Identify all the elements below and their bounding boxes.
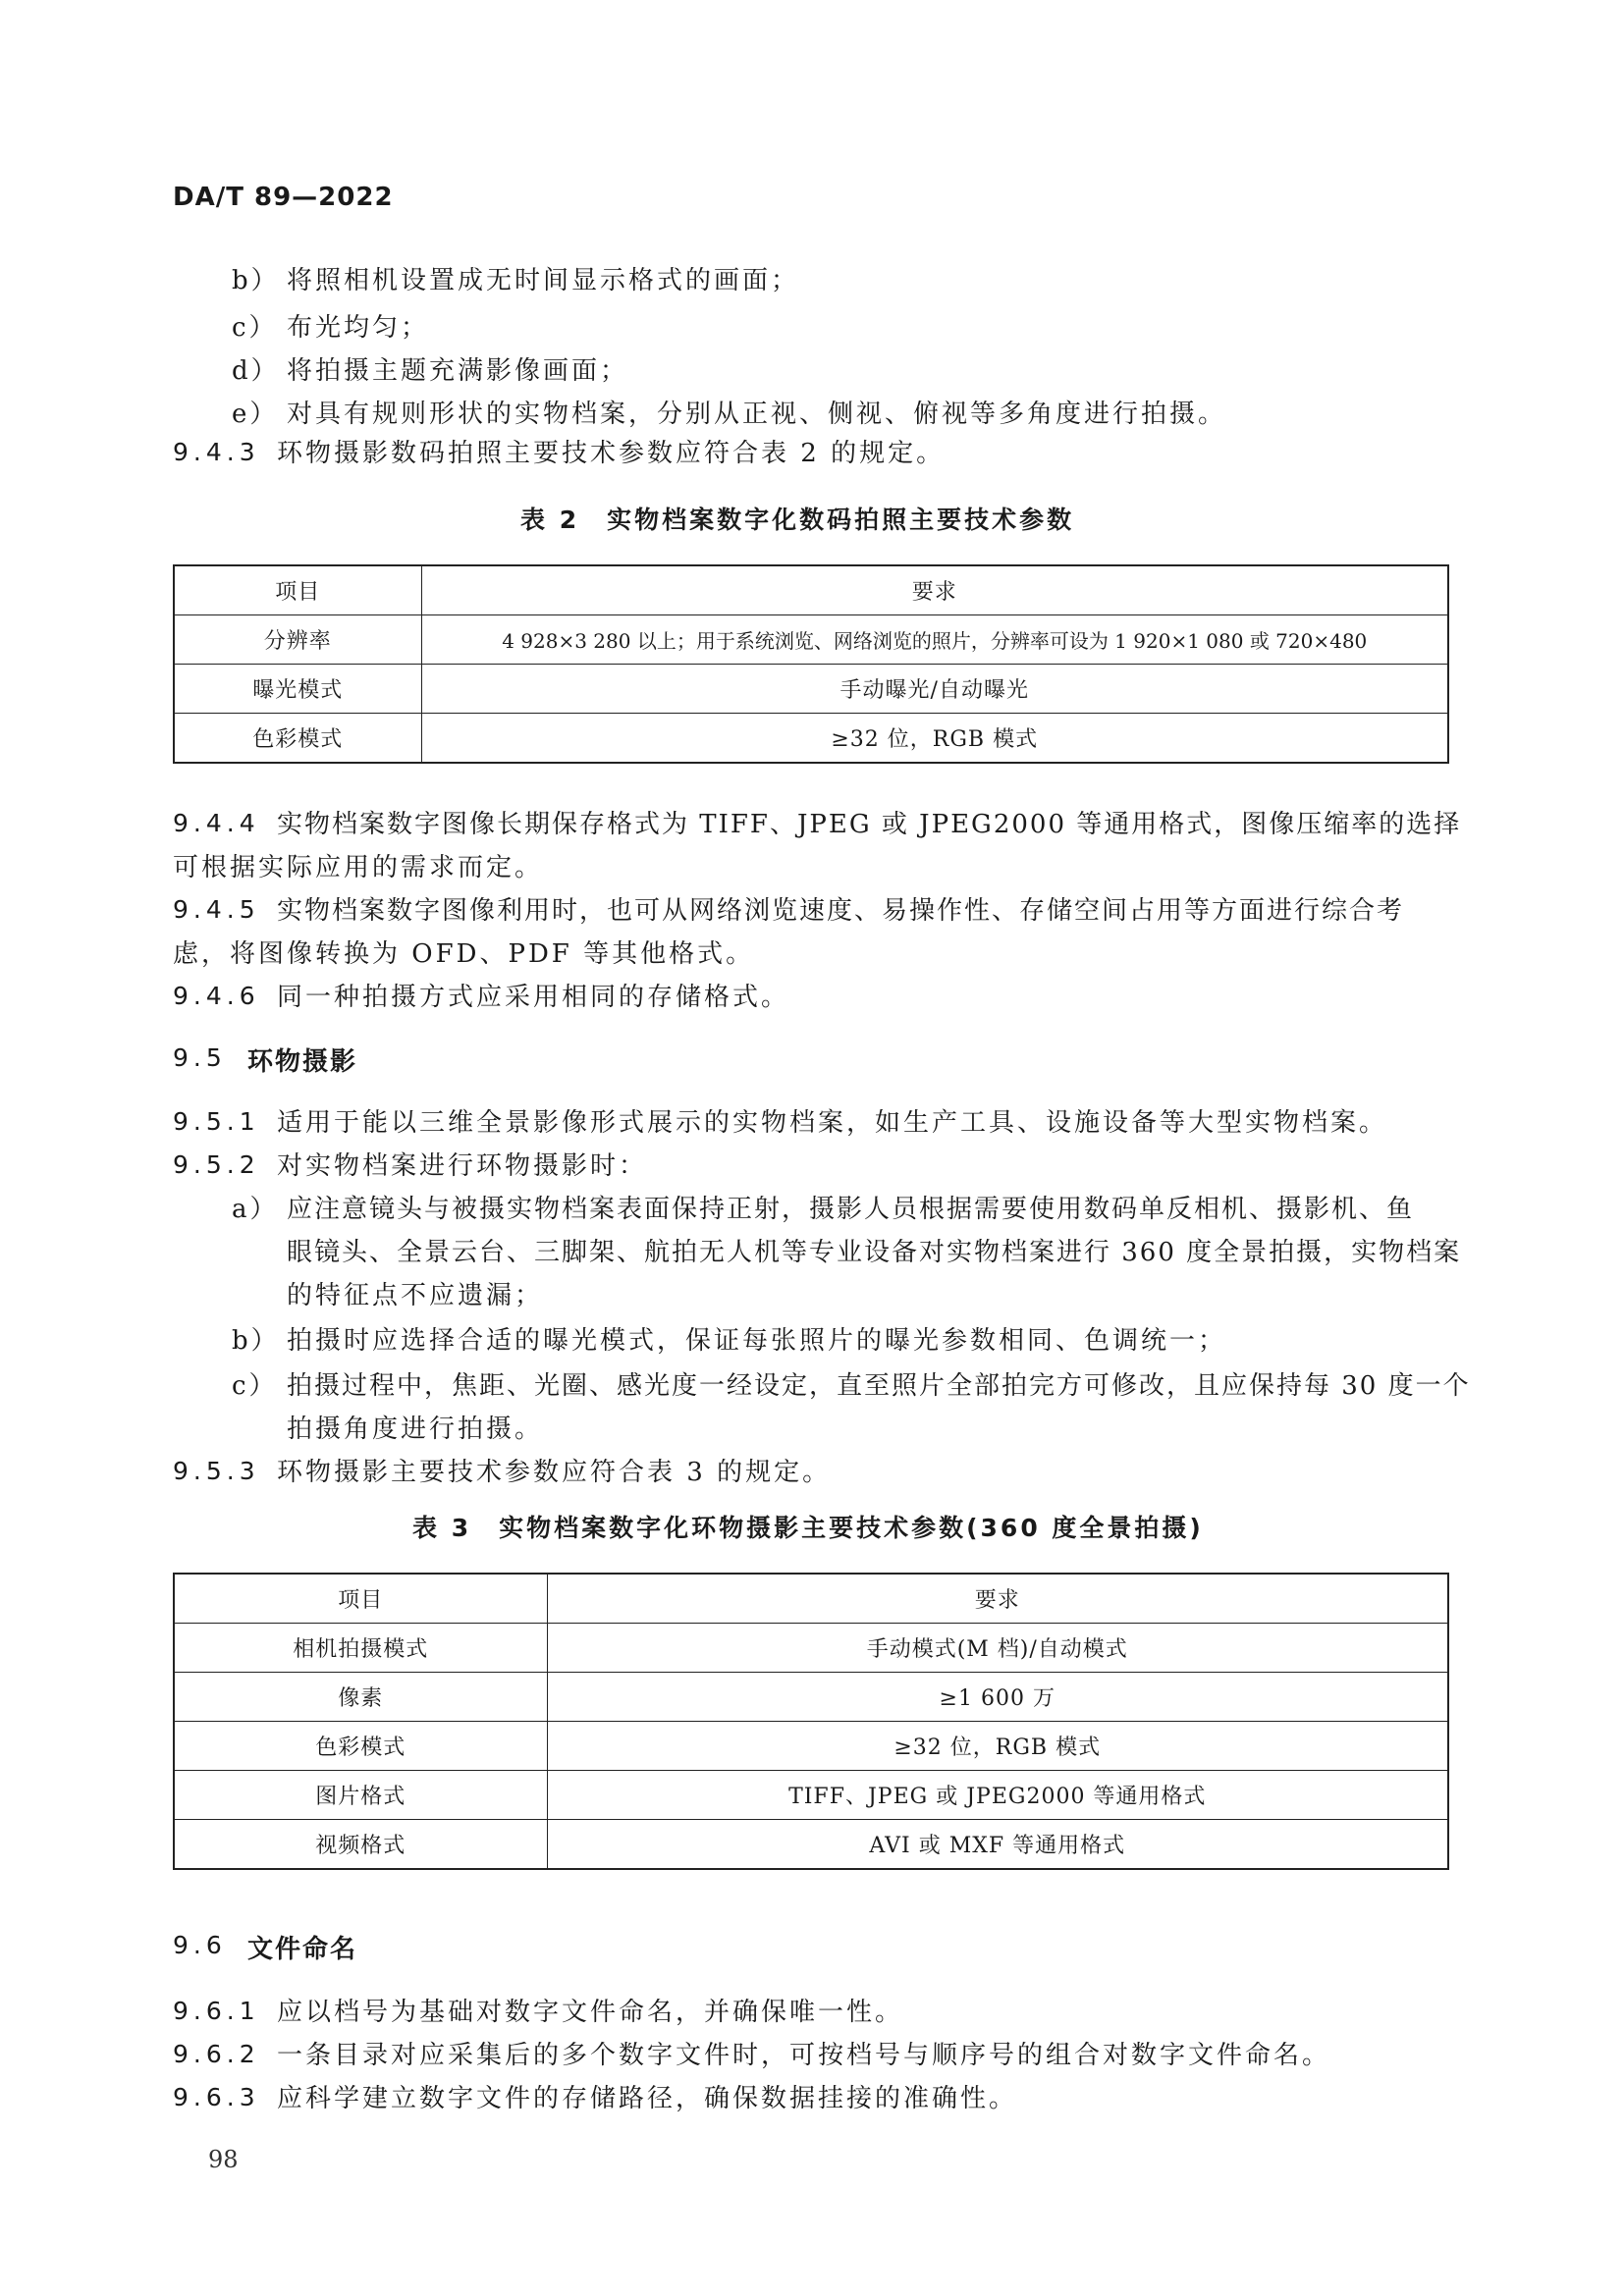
table-row: [174, 665, 1448, 714]
list-item: 将拍摄主题充满影像画面；: [287, 356, 629, 386]
table-cell: 色彩模式: [174, 714, 421, 764]
table-header: 项目: [174, 1574, 547, 1624]
list-item: 应注意镜头与被摄实物档案表面保持正射，摄影人员根据需要使用数码单反相机、摄影机、鱼: [287, 1195, 1415, 1224]
list-marker: a）: [232, 1195, 279, 1224]
clause-number: 9.6.1: [173, 1997, 260, 2025]
clause-text: 虑，将图像转换为 OFD、PDF 等其他格式。: [173, 939, 755, 969]
list-item: 布光均匀；: [287, 313, 430, 343]
section-number: 9.5: [173, 1043, 227, 1072]
table-row: [174, 1624, 1448, 1673]
list-item: 拍摄过程中，焦距、光圈、感光度一经设定，直至照片全部拍完方可修改，且应保持每 30 度一个: [287, 1371, 1471, 1401]
section-title: 环物摄影: [247, 1047, 358, 1077]
clause-number: 9.5.1: [173, 1107, 260, 1136]
table-cell: ≥32 位，RGB 模式: [547, 1722, 1448, 1771]
table-header: 要求: [421, 565, 1448, 615]
table-cell: AVI 或 MXF 等通用格式: [547, 1820, 1448, 1870]
table-row: [174, 1820, 1448, 1870]
table-header-row: [174, 1574, 1448, 1624]
list-item: 眼镜头、全景云台、三脚架、航拍无人机等专业设备对实物档案进行 360 度全景拍摄，实物档案: [287, 1238, 1462, 1267]
clause-text: 适用于能以三维全景影像形式展示的实物档案，如生产工具、设施设备等大型实物档案。: [277, 1108, 1388, 1138]
section-number: 9.6: [173, 1931, 227, 1959]
table-cell: 手动模式(M 档)/自动模式: [547, 1624, 1448, 1673]
table-cell: 像素: [174, 1673, 547, 1722]
clause-text: 实物档案数字图像利用时，也可从网络浏览速度、易操作性、存储空间占用等方面进行综合考: [277, 896, 1405, 926]
table-row: [174, 1673, 1448, 1722]
table-header: 要求: [547, 1574, 1448, 1624]
clause-number: 9.4.6: [173, 982, 260, 1010]
table-cell: 手动曝光/自动曝光: [421, 665, 1448, 714]
table-cell: 视频格式: [174, 1820, 547, 1870]
clause-number: 9.4.3: [173, 438, 260, 466]
clause-text: 实物档案数字图像长期保存格式为 TIFF、JPEG 或 JPEG2000 等通用格式，图像压缩率的选择: [277, 810, 1462, 839]
list-item: 拍摄角度进行拍摄。: [287, 1415, 544, 1444]
list-item: 拍摄时应选择合适的曝光模式，保证每张照片的曝光参数相同、色调统一；: [287, 1326, 1227, 1356]
list-item: 对具有规则形状的实物档案，分别从正视、侧视、俯视等多角度进行拍摄。: [287, 400, 1227, 429]
table-cell: 图片格式: [174, 1771, 547, 1820]
list-marker: e）: [232, 400, 279, 429]
table3-caption: 表 3 实物档案数字化环物摄影主要技术参数(360 度全景拍摄): [412, 1514, 1204, 1542]
table-cell: 4 928×3 280 以上；用于系统浏览、网络浏览的照片，分辨率可设为 1 920×1 080 或 720×480: [421, 615, 1448, 665]
clause-text: 可根据实际应用的需求而定。: [173, 853, 544, 882]
table-header-row: [174, 565, 1448, 615]
clause-text: 一条目录对应采集后的多个数字文件时，可按档号与顺序号的组合对数字文件命名。: [277, 2041, 1331, 2070]
table-row: [174, 615, 1448, 665]
clause-number: 9.5.3: [173, 1457, 260, 1485]
list-marker: c）: [232, 1371, 278, 1401]
table2: [173, 564, 1449, 764]
clause-number: 9.6.2: [173, 2040, 260, 2068]
clause-number: 9.4.4: [173, 809, 260, 837]
table-cell: 分辨率: [174, 615, 421, 665]
document-code: DA/T 89—2022: [173, 183, 394, 212]
table2-caption: 表 2 实物档案数字化数码拍照主要技术参数: [520, 506, 1075, 534]
clause-number: 9.4.5: [173, 895, 260, 924]
clause-text: 应以档号为基础对数字文件命名，并确保唯一性。: [277, 1998, 904, 2027]
section-title: 文件命名: [247, 1935, 358, 1964]
table-cell: ≥1 600 万: [547, 1673, 1448, 1722]
clause-number: 9.6.3: [173, 2083, 260, 2111]
table-cell: 色彩模式: [174, 1722, 547, 1771]
page-number: 98: [208, 2146, 239, 2173]
list-marker: d）: [232, 356, 280, 386]
table-cell: ≥32 位，RGB 模式: [421, 714, 1448, 764]
table-row: [174, 1771, 1448, 1820]
list-marker: b）: [232, 266, 280, 295]
table-header: 项目: [174, 565, 421, 615]
table-cell: TIFF、JPEG 或 JPEG2000 等通用格式: [547, 1771, 1448, 1820]
list-marker: c）: [232, 313, 278, 343]
table-row: [174, 714, 1448, 764]
clause-number: 9.5.2: [173, 1150, 260, 1179]
list-item: 将照相机设置成无时间显示格式的画面；: [287, 266, 800, 295]
list-marker: b）: [232, 1326, 280, 1356]
clause-text: 应科学建立数字文件的存储路径，确保数据挂接的准确性。: [277, 2084, 1018, 2113]
table3: [173, 1573, 1449, 1870]
table-row: [174, 1722, 1448, 1771]
table-cell: 曝光模式: [174, 665, 421, 714]
clause-text: 环物摄影数码拍照主要技术参数应符合表 2 的规定。: [277, 439, 946, 468]
clause-text: 环物摄影主要技术参数应符合表 3 的规定。: [277, 1458, 832, 1487]
table-cell: 相机拍摄模式: [174, 1624, 547, 1673]
clause-text: 同一种拍摄方式应采用相同的存储格式。: [277, 983, 790, 1012]
clause-text: 对实物档案进行环物摄影时：: [277, 1151, 648, 1181]
list-item: 的特征点不应遗漏；: [287, 1281, 544, 1310]
